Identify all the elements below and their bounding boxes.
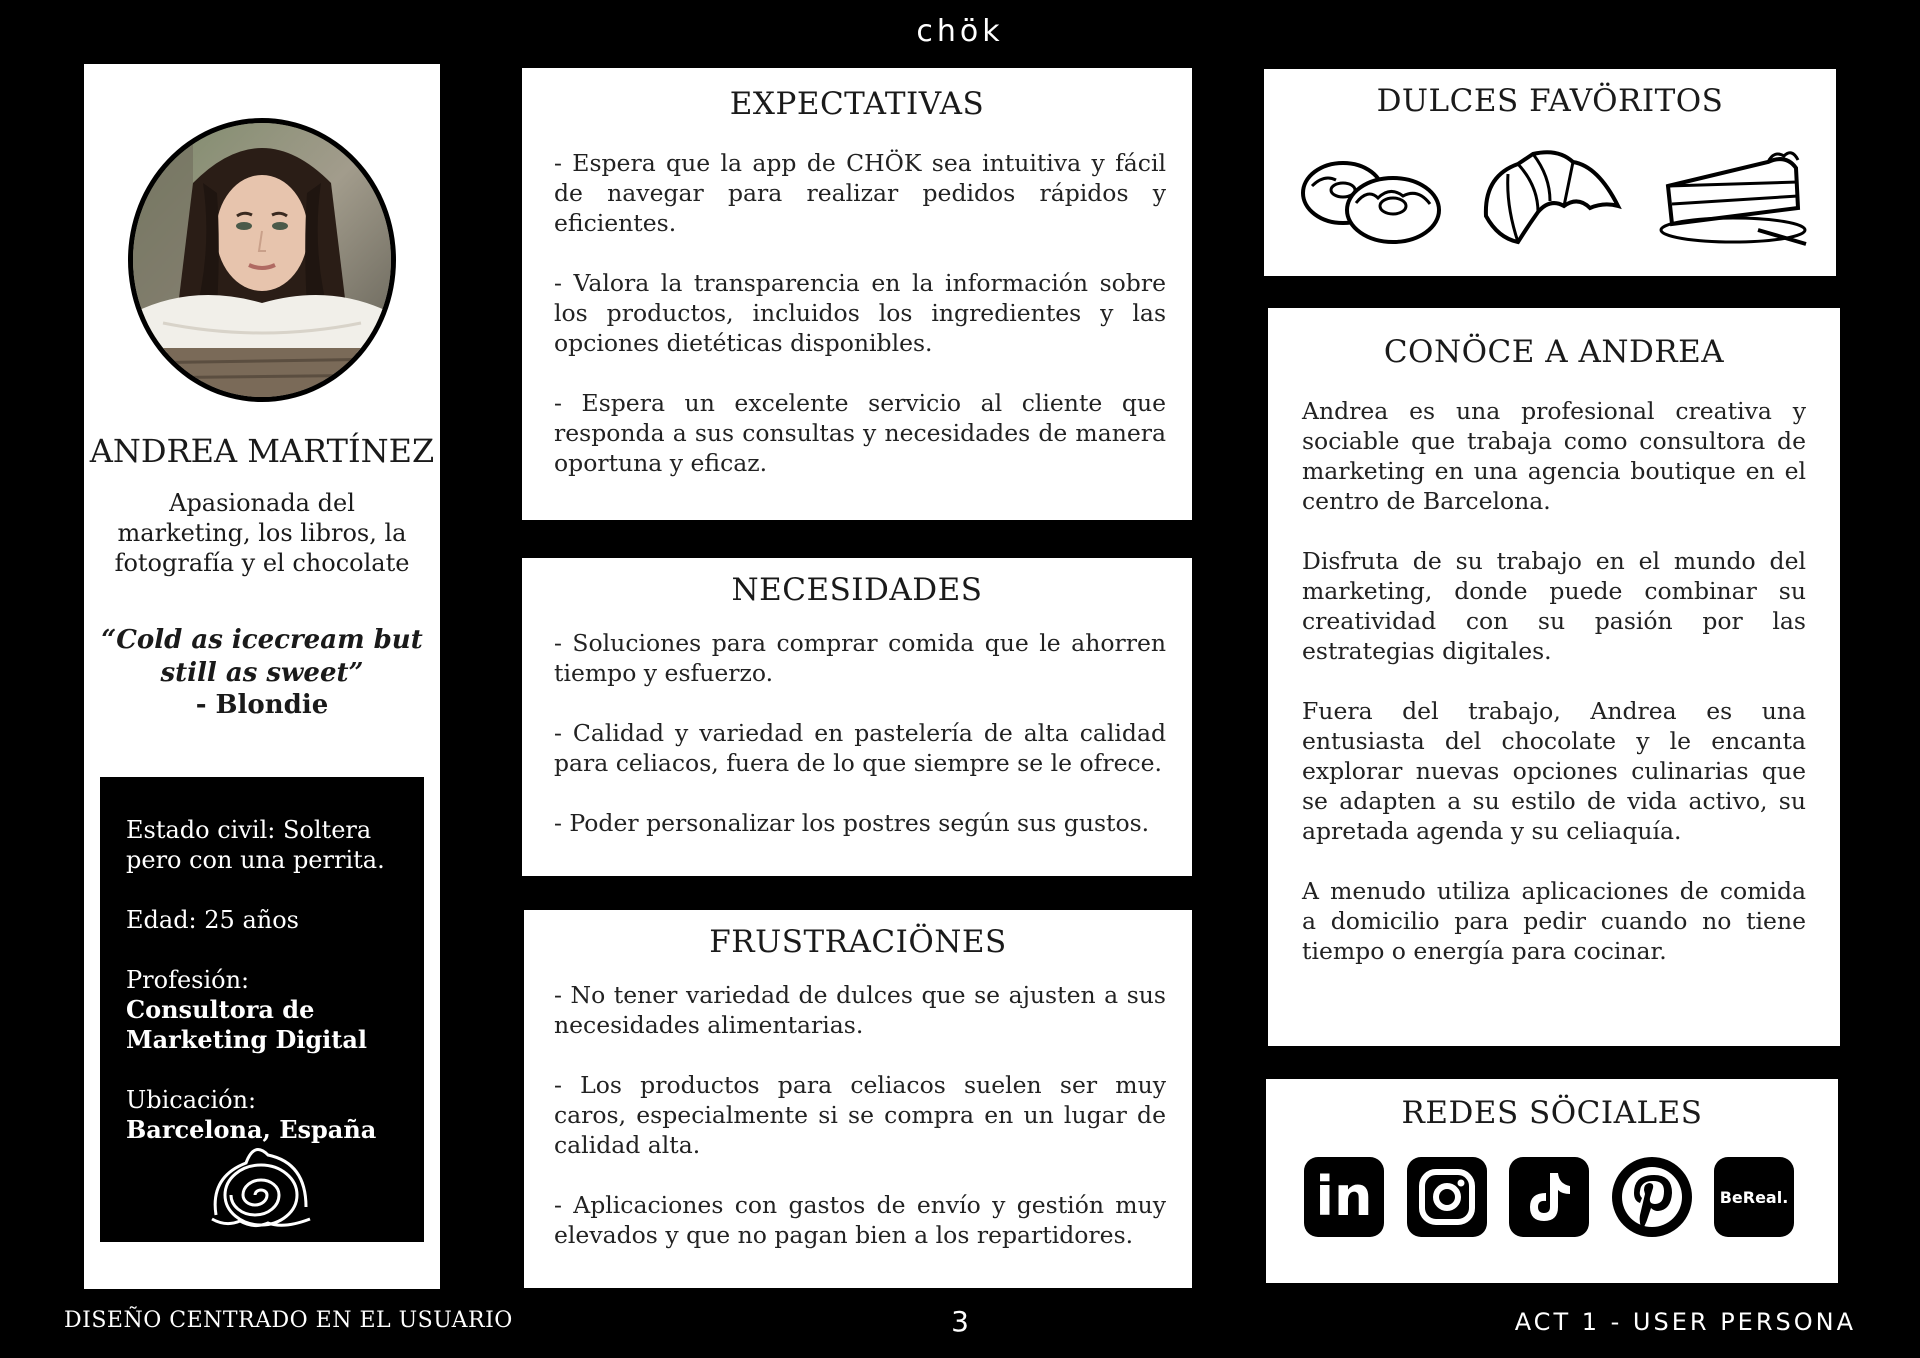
frustration-item: - Aplicaciones con gastos de envío y gestión muy elevados y que no pagan bien a los repartidores.: [554, 1191, 1166, 1249]
age: Edad: 25 años: [126, 906, 299, 934]
location: Ubicación: Barcelona, España: [126, 1086, 377, 1144]
donuts-icon: [1298, 148, 1448, 248]
expectation-item: - Espera que la app de CHÖK sea intuitiva y fácil de navegar para realizar pedidos rápidos y eficientes.: [554, 149, 1166, 237]
pinterest-icon[interactable]: [1612, 1157, 1692, 1237]
expectations-title: EXPECTATIVAS: [729, 86, 985, 122]
expectation-item: - Espera un excelente servicio al cliente que responda a sus consultas y necesidades de manera oportuna y eficaz.: [554, 389, 1166, 477]
frustration-item: - No tener variedad de dulces que se ajusten a sus necesidades alimentarias.: [554, 981, 1166, 1039]
frustrations-card: [524, 910, 1192, 1288]
socials-title: REDES SÖCIALES: [1401, 1095, 1703, 1131]
sweets-title: DULCES FAVÖRITOS: [1376, 83, 1724, 119]
need-item: - Poder personalizar los postres según sus gustos.: [554, 809, 1150, 837]
expectations-card: [522, 68, 1192, 520]
brand-logo: chök: [916, 14, 1004, 49]
page-number: 3: [951, 1305, 969, 1338]
persona-tagline: Apasionada del marketing, los libros, la fotografía y el chocolate: [114, 489, 410, 577]
need-item: - Soluciones para comprar comida que le ahorren tiempo y esfuerzo.: [554, 629, 1166, 687]
bio-paragraph: A menudo utiliza aplicaciones de comida a domicilio para pedir cuando no tiene tiempo o energía para cocinar.: [1302, 877, 1806, 965]
frustration-item: - Los productos para celiacos suelen ser muy caros, especialmente si se compra en un lugar de calidad alta.: [554, 1071, 1166, 1159]
civil-status: Estado civil: Soltera pero con una perrita.: [126, 816, 385, 874]
portrait-photo: [128, 118, 396, 402]
tiktok-icon[interactable]: [1509, 1157, 1589, 1237]
needs-card: [522, 558, 1192, 876]
linkedin-icon[interactable]: in: [1304, 1157, 1384, 1237]
instagram-icon[interactable]: [1407, 1157, 1487, 1237]
profession: Profesión: Consultora de Marketing Digital: [126, 966, 368, 1054]
cake-slice-icon: [1658, 146, 1808, 250]
bio-paragraph: Andrea es una profesional creativa y sociable que trabaja como consultora de marketing en una agencia boutique en el centro de Barcelona.: [1302, 397, 1806, 515]
footer-course: DISEÑO CENTRADO EN EL USUARIO: [64, 1308, 513, 1333]
bereal-icon[interactable]: BeReal.: [1714, 1157, 1794, 1237]
swiss-roll-icon: [206, 1137, 316, 1233]
profile-card: [84, 64, 440, 1289]
meet-title: CONÖCE A ANDREA: [1383, 334, 1725, 370]
bio-paragraph: Fuera del trabajo, Andrea es una entusiasta del chocolate y le encanta explorar nuevas opciones culinarias que se adapten a su estilo de vida activo, su apretada agenda y su celiaquía.: [1302, 697, 1806, 845]
persona-quote: “Cold as icecream but still as sweet”: [101, 625, 423, 688]
need-item: - Calidad y variedad en pastelería de alta calidad para celiacos, fuera de lo que siempre se le ofrece.: [554, 719, 1166, 777]
favorite-sweets-card: [1264, 69, 1836, 276]
social-networks-card: [1266, 1079, 1838, 1283]
meet-andrea-card: [1268, 308, 1840, 1046]
croissant-icon: [1478, 146, 1628, 250]
persona-details: [100, 777, 424, 1242]
frustrations-title: FRUSTRACIÖNES: [709, 924, 1007, 960]
needs-title: NECESIDADES: [731, 572, 983, 608]
persona-name: ANDREA MARTÍNEZ: [89, 432, 435, 470]
footer-activity: ACT 1 - USER PERSONA: [1514, 1308, 1856, 1336]
expectation-item: - Valora la transparencia en la información sobre los productos, incluidos los ingredientes y las opciones dietéticas disponibles.: [554, 269, 1166, 357]
quote-author: - Blondie: [195, 690, 329, 720]
bio-paragraph: Disfruta de su trabajo en el mundo del marketing, donde puede combinar su creatividad con su pasión por las estrategias digitales.: [1302, 547, 1806, 665]
